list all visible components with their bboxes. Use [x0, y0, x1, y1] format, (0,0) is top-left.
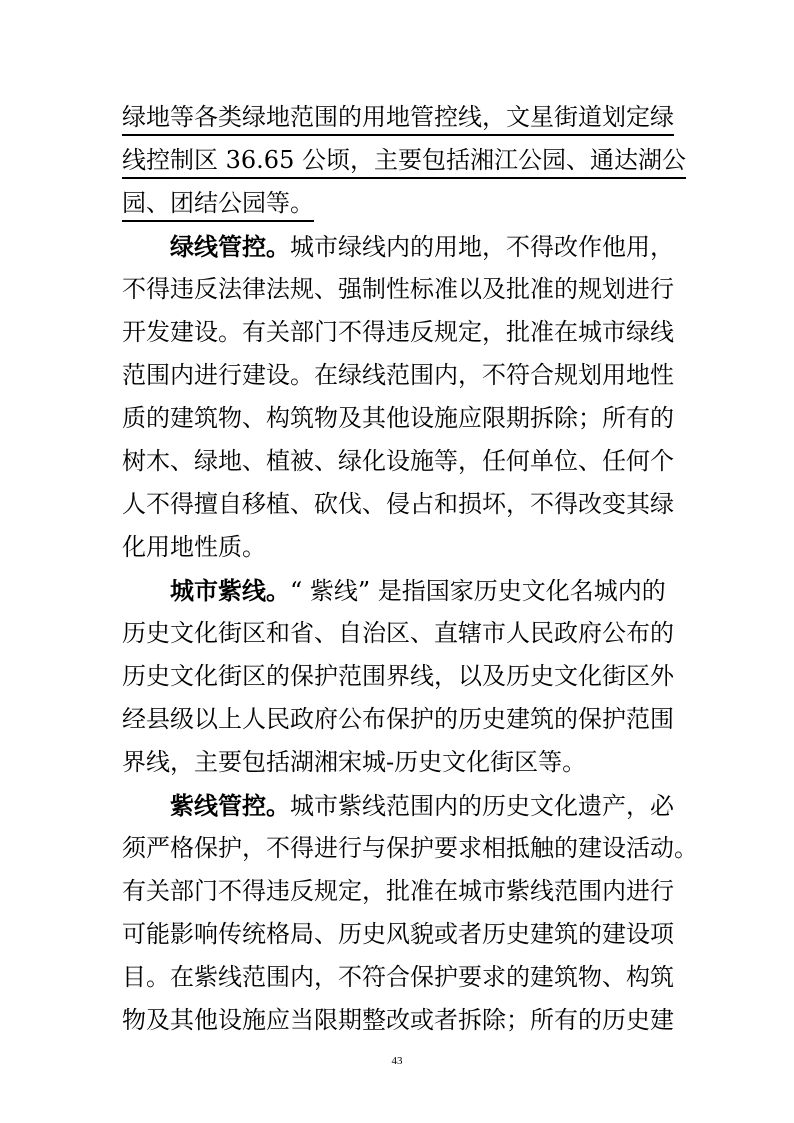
paragraph-heading: 绿线管控。: [170, 232, 290, 261]
text-line: 有关部门不得违反规定，批准在城市紫线范围内进行: [122, 877, 674, 905]
text-line: 绿线管控。城市绿线内的用地，不得改作他用，: [170, 232, 674, 261]
paragraph-heading: 城市紫线。: [170, 576, 290, 605]
purple-line-control-paragraph: [122, 784, 698, 1042]
document-body: [122, 96, 698, 1042]
text-line: 历史文化街区和省、自治区、直辖市人民政府公布的: [122, 619, 674, 647]
text-line: 开发建设。有关部门不得违反规定，批准在城市绿线: [122, 318, 674, 346]
underlined-paragraph: [122, 96, 686, 225]
text-line: 园、团结公园等。: [122, 182, 674, 225]
text-line: 可能影响传统格局、历史风貌或者历史建筑的建设项: [122, 920, 674, 948]
text-line: 城市紫线。“ 紫线” 是指国家历史文化名城内的: [170, 576, 666, 605]
paragraph-heading: 紫线管控。: [170, 791, 290, 820]
text-line: 人不得擅自移植、砍伐、侵占和损坏，不得改变其绿: [122, 490, 674, 518]
text-line: 范围内进行建设。在绿线范围内，不符合规划用地性: [122, 361, 674, 389]
text-line: 历史文化街区的保护范围界线，以及历史文化街区外: [122, 662, 674, 690]
text-line: 不得违反法律法规、强制性标准以及批准的规划进行: [122, 275, 674, 303]
text-line: 物及其他设施应当限期整改或者拆除；所有的历史建: [122, 1006, 674, 1034]
text-line: 树木、绿地、植被、绿化设施等，任何单位、任何个: [122, 447, 674, 475]
text-line: 界线，主要包括湖湘宋城-历史文化街区等。: [122, 748, 587, 776]
text-line: 须严格保护，不得进行与保护要求相抵触的建设活动。: [122, 834, 698, 862]
page-number: 43: [391, 1055, 403, 1067]
text-line: 绿地等各类绿地范围的用地管控线，文星街道划定绿: [122, 96, 674, 139]
green-line-control-paragraph: [122, 225, 674, 569]
text-line: 质的建筑物、构筑物及其他设施应限期拆除；所有的: [122, 404, 674, 432]
text-line: 经县级以上人民政府公布保护的历史建筑的保护范围: [122, 705, 674, 733]
city-purple-line-paragraph: [122, 569, 674, 784]
text-line: 线控制区 36.65 公顷，主要包括湘江公园、通达湖公: [122, 139, 674, 182]
text-line: 目。在紫线范围内，不符合保护要求的建筑物、构筑: [122, 963, 674, 991]
text-line: 化用地性质。: [122, 533, 266, 561]
text-line: 紫线管控。城市紫线范围内的历史文化遗产，必: [170, 791, 674, 820]
